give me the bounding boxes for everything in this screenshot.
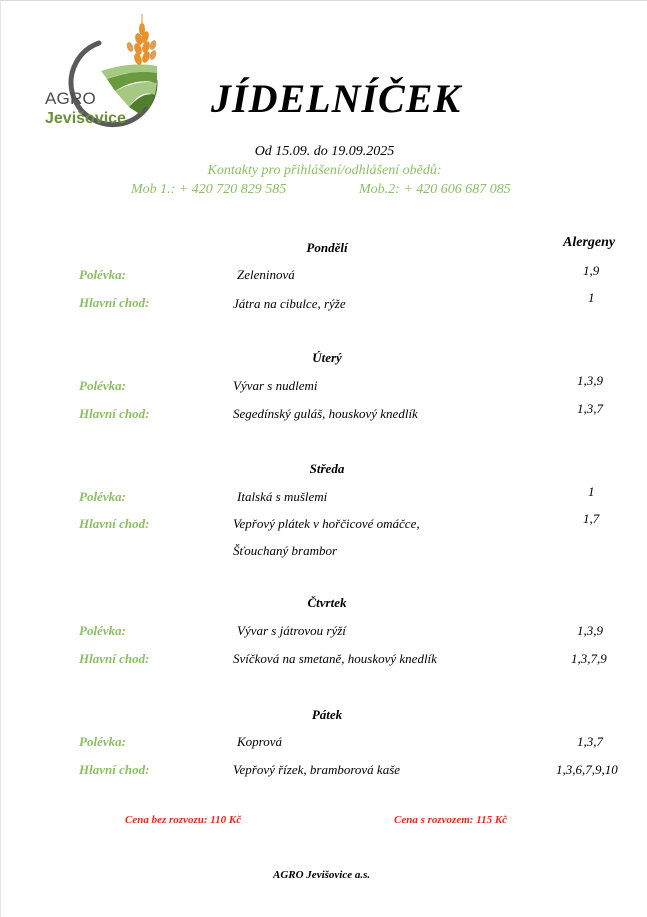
day-heading-tuesday: Úterý: [312, 350, 342, 365]
main-dish-line2: Šťouchaný brambor: [233, 543, 338, 558]
main-dish: Játra na cibulce, rýže: [233, 296, 346, 311]
page-title: JÍDELNÍČEK: [211, 76, 462, 121]
soup-label: Polévka:: [79, 623, 126, 638]
main-dish: Svíčková na smetaně, houskový knedlík: [233, 651, 437, 666]
footer-company: AGRO Jevišovice a.s.: [273, 869, 371, 881]
soup-label: Polévka:: [79, 378, 126, 393]
logo-text-jevisovice: Jevišovice: [45, 110, 126, 127]
soup-allergens: 1,3,9: [577, 373, 603, 388]
main-label: Hlavní chod:: [79, 295, 150, 310]
main-allergens: 1: [588, 290, 595, 305]
day-heading-friday: Pátek: [311, 707, 343, 722]
soup-allergens: 1: [588, 484, 595, 499]
day-heading-wednesday: Středa: [309, 461, 345, 476]
soup-allergens: 1,3,9: [577, 623, 603, 638]
main-allergens: 1,3,7,9: [571, 651, 607, 666]
soup-allergens: 1,3,7: [577, 734, 603, 749]
soup-label: Polévka:: [79, 734, 126, 749]
main-dish: Vepřový plátek v hořčicové omáčce,: [233, 516, 420, 531]
price-without-delivery: Cena bez rozvozu: 110 Kč: [125, 814, 242, 826]
contacts-label: Kontakty pro přihlášení/odhlášení obědů:: [207, 163, 442, 178]
soup-label: Polévka:: [79, 267, 126, 282]
soup-label: Polévka:: [79, 489, 126, 504]
main-label: Hlavní chod:: [79, 516, 150, 531]
main-label: Hlavní chod:: [79, 406, 150, 421]
soup-dish: Vývar s nudlemi: [233, 378, 318, 393]
main-dish: Segedínský guláš, houskový knedlík: [233, 406, 418, 421]
main-allergens: 1,3,7: [577, 401, 603, 416]
soup-dish: Koprová: [237, 734, 283, 749]
main-dish: Vepřový řízek, bramborová kaše: [233, 762, 401, 777]
main-label: Hlavní chod:: [79, 651, 150, 666]
day-heading-monday: Pondělí: [306, 240, 348, 255]
main-allergens: 1,3,6,7,9,10: [556, 762, 618, 777]
phone-2: Mob.2: + 420 606 687 085: [359, 182, 511, 197]
soup-dish: Zeleninová: [237, 267, 295, 282]
phone-1: Mob 1.: + 420 720 829 585: [131, 182, 287, 197]
main-allergens: 1,7: [583, 511, 600, 526]
allergens-header: Alergeny: [563, 235, 616, 250]
soup-dish: Italská s mušlemi: [237, 489, 328, 504]
main-label: Hlavní chod:: [79, 762, 150, 777]
logo-text-agro: AGRO: [45, 89, 96, 108]
date-range: Od 15.09. do 19.09.2025: [254, 144, 395, 159]
price-with-delivery: Cena s rozvozem: 115 Kč: [394, 814, 508, 826]
soup-allergens: 1,9: [583, 263, 600, 278]
day-heading-thursday: Čtvrtek: [307, 595, 347, 610]
soup-dish: Vývar s játrovou rýží: [237, 623, 346, 638]
